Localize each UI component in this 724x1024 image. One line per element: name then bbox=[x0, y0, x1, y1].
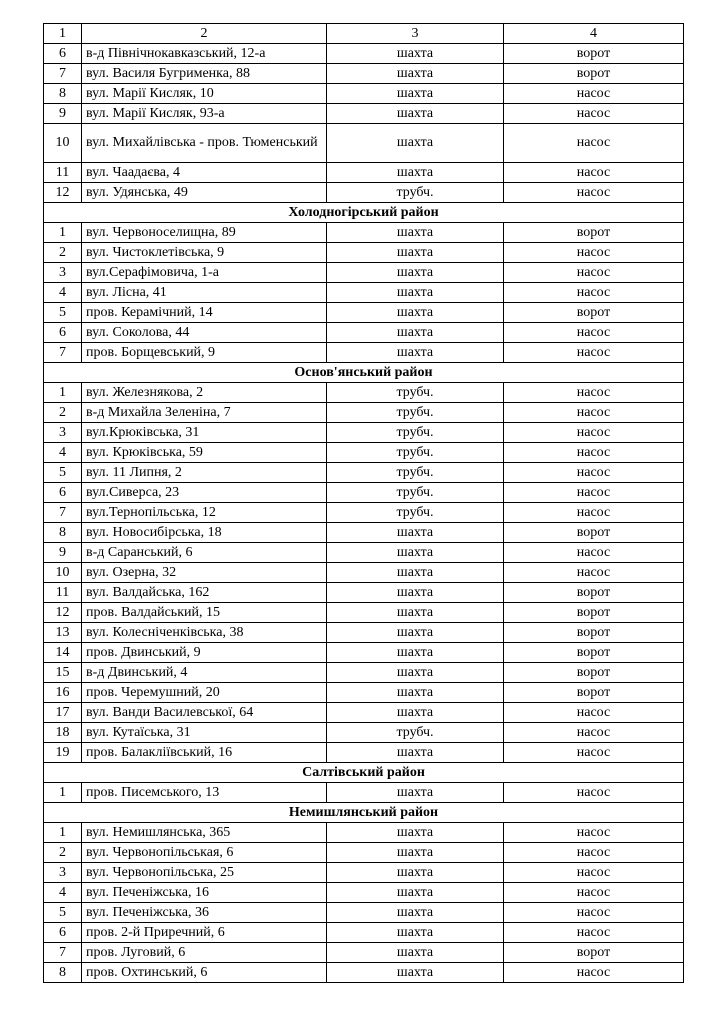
table-row bbox=[44, 283, 684, 303]
row-equipment: насос bbox=[504, 263, 684, 283]
row-address: пров. Луговий, 6 bbox=[82, 943, 327, 963]
row-equipment: насос bbox=[504, 183, 684, 203]
row-equipment: насос bbox=[504, 543, 684, 563]
table-row bbox=[44, 683, 684, 703]
row-address: вул. Марії Кисляк, 10 bbox=[82, 84, 327, 104]
row-equipment: насос bbox=[504, 923, 684, 943]
row-address: вул. Валдайська, 162 bbox=[82, 583, 327, 603]
row-equipment: насос bbox=[504, 843, 684, 863]
table-row bbox=[44, 583, 684, 603]
row-well-type: шахта bbox=[327, 563, 504, 583]
district-header-row bbox=[44, 203, 684, 223]
row-equipment: ворот bbox=[504, 44, 684, 64]
row-equipment: насос bbox=[504, 863, 684, 883]
table-row bbox=[44, 44, 684, 64]
row-number: 12 bbox=[44, 603, 82, 623]
row-well-type: шахта bbox=[327, 643, 504, 663]
column-number-4: 4 bbox=[504, 24, 684, 44]
row-address: пров. Охтинський, 6 bbox=[82, 963, 327, 983]
row-well-type: шахта bbox=[327, 303, 504, 323]
row-number: 2 bbox=[44, 843, 82, 863]
table-row bbox=[44, 243, 684, 263]
row-number: 1 bbox=[44, 823, 82, 843]
district-title: Салтівський район bbox=[44, 763, 684, 783]
row-well-type: шахта bbox=[327, 84, 504, 104]
row-well-type: шахта bbox=[327, 124, 504, 163]
row-well-type: шахта bbox=[327, 843, 504, 863]
row-number: 9 bbox=[44, 104, 82, 124]
row-address: вул. Печеніжська, 16 bbox=[82, 883, 327, 903]
table-row bbox=[44, 563, 684, 583]
row-number: 1 bbox=[44, 383, 82, 403]
table-row bbox=[44, 423, 684, 443]
row-equipment: насос bbox=[504, 503, 684, 523]
row-number: 1 bbox=[44, 223, 82, 243]
table-row bbox=[44, 523, 684, 543]
row-number: 6 bbox=[44, 44, 82, 64]
row-well-type: шахта bbox=[327, 543, 504, 563]
column-number-3: 3 bbox=[327, 24, 504, 44]
row-well-type: трубч. bbox=[327, 483, 504, 503]
row-address: вул. Железнякова, 2 bbox=[82, 383, 327, 403]
row-address: вул.Серафімовича, 1-а bbox=[82, 263, 327, 283]
row-address: пров. Керамічний, 14 bbox=[82, 303, 327, 323]
district-title: Холодногірський район bbox=[44, 203, 684, 223]
row-equipment: ворот bbox=[504, 603, 684, 623]
table-row bbox=[44, 64, 684, 84]
column-number-1: 1 bbox=[44, 24, 82, 44]
table-row bbox=[44, 643, 684, 663]
row-number: 2 bbox=[44, 243, 82, 263]
district-header-row bbox=[44, 763, 684, 783]
row-equipment: насос bbox=[504, 823, 684, 843]
row-address: вул. Михайлівська - пров. Тюменський bbox=[82, 124, 327, 163]
row-number: 6 bbox=[44, 483, 82, 503]
row-equipment: насос bbox=[504, 283, 684, 303]
row-well-type: трубч. bbox=[327, 423, 504, 443]
row-well-type: шахта bbox=[327, 623, 504, 643]
row-number: 14 bbox=[44, 643, 82, 663]
row-address: пров. Двинський, 9 bbox=[82, 643, 327, 663]
row-equipment: насос bbox=[504, 743, 684, 763]
row-equipment: ворот bbox=[504, 683, 684, 703]
table-row bbox=[44, 963, 684, 983]
row-number: 8 bbox=[44, 963, 82, 983]
column-number-row bbox=[44, 24, 684, 44]
row-address: в-д Саранський, 6 bbox=[82, 543, 327, 563]
table-row bbox=[44, 343, 684, 363]
row-address: вул. Озерна, 32 bbox=[82, 563, 327, 583]
table-row bbox=[44, 603, 684, 623]
row-address: вул.Тернопільська, 12 bbox=[82, 503, 327, 523]
row-well-type: шахта bbox=[327, 44, 504, 64]
row-equipment: насос bbox=[504, 783, 684, 803]
row-address: вул. Крюківська, 59 bbox=[82, 443, 327, 463]
row-address: пров. Валдайський, 15 bbox=[82, 603, 327, 623]
row-number: 11 bbox=[44, 583, 82, 603]
row-address: вул. Червонопільська, 25 bbox=[82, 863, 327, 883]
row-well-type: шахта bbox=[327, 943, 504, 963]
row-address: в-д Північнокавказський, 12-а bbox=[82, 44, 327, 64]
row-number: 7 bbox=[44, 343, 82, 363]
row-equipment: насос bbox=[504, 483, 684, 503]
table-row bbox=[44, 183, 684, 203]
row-well-type: шахта bbox=[327, 823, 504, 843]
row-equipment: насос bbox=[504, 963, 684, 983]
table-row bbox=[44, 403, 684, 423]
row-well-type: трубч. bbox=[327, 403, 504, 423]
row-number: 7 bbox=[44, 64, 82, 84]
row-number: 4 bbox=[44, 283, 82, 303]
row-well-type: шахта bbox=[327, 663, 504, 683]
row-address: вул. Червоноселищна, 89 bbox=[82, 223, 327, 243]
row-well-type: шахта bbox=[327, 743, 504, 763]
table-row bbox=[44, 463, 684, 483]
row-number: 7 bbox=[44, 943, 82, 963]
row-well-type: шахта bbox=[327, 963, 504, 983]
row-well-type: шахта bbox=[327, 243, 504, 263]
row-address: вул. Удянська, 49 bbox=[82, 183, 327, 203]
row-well-type: шахта bbox=[327, 223, 504, 243]
row-well-type: трубч. bbox=[327, 183, 504, 203]
row-well-type: шахта bbox=[327, 104, 504, 124]
row-number: 8 bbox=[44, 523, 82, 543]
row-number: 9 bbox=[44, 543, 82, 563]
row-address: вул. Чистоклетівська, 9 bbox=[82, 243, 327, 263]
row-well-type: шахта bbox=[327, 163, 504, 183]
row-number: 5 bbox=[44, 903, 82, 923]
table-row bbox=[44, 663, 684, 683]
row-number: 12 bbox=[44, 183, 82, 203]
table-row bbox=[44, 703, 684, 723]
row-equipment: ворот bbox=[504, 663, 684, 683]
row-number: 17 bbox=[44, 703, 82, 723]
table-row bbox=[44, 783, 684, 803]
row-equipment: ворот bbox=[504, 223, 684, 243]
row-number: 18 bbox=[44, 723, 82, 743]
row-number: 19 bbox=[44, 743, 82, 763]
row-address: вул. Соколова, 44 bbox=[82, 323, 327, 343]
row-equipment: насос bbox=[504, 323, 684, 343]
row-well-type: шахта bbox=[327, 583, 504, 603]
table-row bbox=[44, 443, 684, 463]
row-number: 4 bbox=[44, 443, 82, 463]
row-number: 16 bbox=[44, 683, 82, 703]
wells-table bbox=[43, 23, 684, 983]
row-address: пров. 2-й Приречний, 6 bbox=[82, 923, 327, 943]
row-equipment: насос bbox=[504, 124, 684, 163]
row-address: пров. Балакліївський, 16 bbox=[82, 743, 327, 763]
row-address: вул.Крюківська, 31 bbox=[82, 423, 327, 443]
table-row bbox=[44, 503, 684, 523]
row-number: 6 bbox=[44, 323, 82, 343]
row-well-type: трубч. bbox=[327, 503, 504, 523]
row-equipment: насос bbox=[504, 903, 684, 923]
row-well-type: шахта bbox=[327, 683, 504, 703]
row-well-type: трубч. bbox=[327, 383, 504, 403]
row-address: вул. Немишлянська, 365 bbox=[82, 823, 327, 843]
table-row bbox=[44, 943, 684, 963]
row-well-type: шахта bbox=[327, 923, 504, 943]
table-row bbox=[44, 723, 684, 743]
table-row bbox=[44, 483, 684, 503]
row-well-type: шахта bbox=[327, 64, 504, 84]
table-row bbox=[44, 303, 684, 323]
district-title: Немишлянський район bbox=[44, 803, 684, 823]
row-equipment: насос bbox=[504, 443, 684, 463]
table-row bbox=[44, 883, 684, 903]
row-number: 15 bbox=[44, 663, 82, 683]
row-equipment: насос bbox=[504, 703, 684, 723]
row-well-type: шахта bbox=[327, 903, 504, 923]
row-number: 10 bbox=[44, 563, 82, 583]
row-address: вул.Сиверса, 23 bbox=[82, 483, 327, 503]
row-equipment: ворот bbox=[504, 64, 684, 84]
row-well-type: шахта bbox=[327, 343, 504, 363]
row-address: вул. Чаадаєва, 4 bbox=[82, 163, 327, 183]
row-equipment: ворот bbox=[504, 943, 684, 963]
row-well-type: шахта bbox=[327, 603, 504, 623]
table-row bbox=[44, 223, 684, 243]
district-header-row bbox=[44, 803, 684, 823]
row-number: 2 bbox=[44, 403, 82, 423]
district-header-row bbox=[44, 363, 684, 383]
row-equipment: насос bbox=[504, 104, 684, 124]
row-well-type: трубч. bbox=[327, 463, 504, 483]
row-equipment: ворот bbox=[504, 583, 684, 603]
wells-table-body bbox=[44, 24, 684, 983]
row-address: вул. 11 Липня, 2 bbox=[82, 463, 327, 483]
row-address: вул. Колесніченківська, 38 bbox=[82, 623, 327, 643]
row-well-type: шахта bbox=[327, 263, 504, 283]
row-equipment: насос bbox=[504, 383, 684, 403]
row-number: 3 bbox=[44, 423, 82, 443]
row-equipment: насос bbox=[504, 423, 684, 443]
table-row bbox=[44, 163, 684, 183]
row-number: 4 bbox=[44, 883, 82, 903]
row-address: вул. Ванди Василевської, 64 bbox=[82, 703, 327, 723]
row-address: пров. Черемушний, 20 bbox=[82, 683, 327, 703]
row-equipment: насос bbox=[504, 403, 684, 423]
row-well-type: шахта bbox=[327, 883, 504, 903]
row-address: пров. Борщевський, 9 bbox=[82, 343, 327, 363]
row-equipment: насос bbox=[504, 84, 684, 104]
table-row bbox=[44, 623, 684, 643]
table-row bbox=[44, 743, 684, 763]
row-number: 7 bbox=[44, 503, 82, 523]
table-row bbox=[44, 323, 684, 343]
row-number: 13 bbox=[44, 623, 82, 643]
row-equipment: насос bbox=[504, 343, 684, 363]
row-equipment: ворот bbox=[504, 303, 684, 323]
row-address: вул. Печеніжська, 36 bbox=[82, 903, 327, 923]
table-row bbox=[44, 263, 684, 283]
row-number: 5 bbox=[44, 463, 82, 483]
row-well-type: шахта bbox=[327, 783, 504, 803]
row-number: 5 bbox=[44, 303, 82, 323]
row-equipment: насос bbox=[504, 883, 684, 903]
row-address: вул. Червонопільськая, 6 bbox=[82, 843, 327, 863]
table-row bbox=[44, 823, 684, 843]
row-address: в-д Михайла Зеленіна, 7 bbox=[82, 403, 327, 423]
table-row bbox=[44, 843, 684, 863]
table-row bbox=[44, 84, 684, 104]
row-well-type: шахта bbox=[327, 283, 504, 303]
row-number: 1 bbox=[44, 783, 82, 803]
row-well-type: шахта bbox=[327, 323, 504, 343]
table-row bbox=[44, 104, 684, 124]
column-number-2: 2 bbox=[82, 24, 327, 44]
row-equipment: ворот bbox=[504, 643, 684, 663]
row-number: 10 bbox=[44, 124, 82, 163]
row-equipment: насос bbox=[504, 163, 684, 183]
row-address: в-д Двинський, 4 bbox=[82, 663, 327, 683]
table-row bbox=[44, 383, 684, 403]
row-equipment: ворот bbox=[504, 523, 684, 543]
row-number: 6 bbox=[44, 923, 82, 943]
district-title: Основ'янський район bbox=[44, 363, 684, 383]
row-well-type: шахта bbox=[327, 523, 504, 543]
row-number: 3 bbox=[44, 263, 82, 283]
table-row bbox=[44, 923, 684, 943]
table-row bbox=[44, 543, 684, 563]
row-address: вул. Василя Бугрименка, 88 bbox=[82, 64, 327, 84]
table-row bbox=[44, 903, 684, 923]
row-equipment: насос bbox=[504, 723, 684, 743]
row-equipment: насос bbox=[504, 463, 684, 483]
row-well-type: трубч. bbox=[327, 443, 504, 463]
row-address: вул. Новосибірська, 18 bbox=[82, 523, 327, 543]
row-well-type: шахта bbox=[327, 863, 504, 883]
row-equipment: насос bbox=[504, 243, 684, 263]
row-address: вул. Кутаїська, 31 bbox=[82, 723, 327, 743]
row-address: пров. Писемського, 13 bbox=[82, 783, 327, 803]
row-address: вул. Лісна, 41 bbox=[82, 283, 327, 303]
table-row bbox=[44, 863, 684, 883]
row-equipment: ворот bbox=[504, 623, 684, 643]
row-number: 8 bbox=[44, 84, 82, 104]
row-number: 11 bbox=[44, 163, 82, 183]
table-row bbox=[44, 124, 684, 163]
row-number: 3 bbox=[44, 863, 82, 883]
row-equipment: насос bbox=[504, 563, 684, 583]
row-address: вул. Марії Кисляк, 93-а bbox=[82, 104, 327, 124]
row-well-type: трубч. bbox=[327, 723, 504, 743]
row-well-type: шахта bbox=[327, 703, 504, 723]
